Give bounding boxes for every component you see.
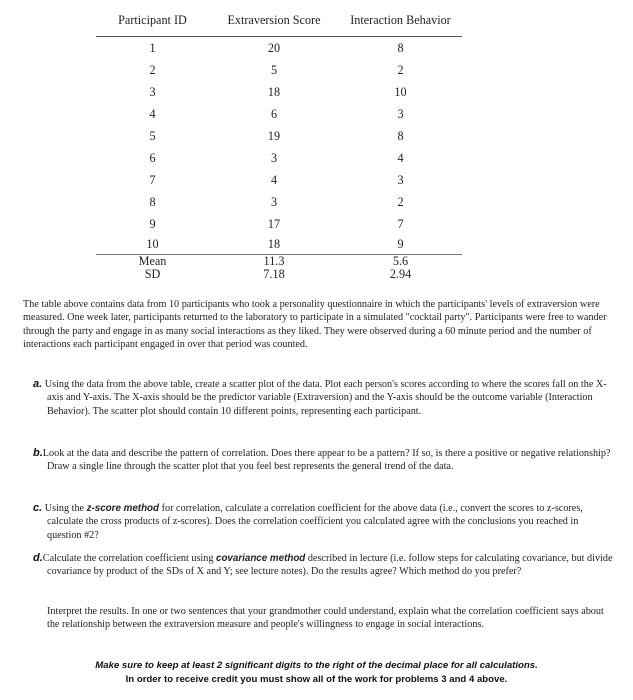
table-row: [96, 81, 462, 103]
question-letter: b.: [33, 447, 43, 459]
question-d: [33, 552, 613, 579]
table-row: [96, 213, 462, 235]
cell-extraversion: 20: [267, 41, 281, 55]
sd-interaction: 2.94: [389, 267, 412, 281]
table-row: [96, 59, 462, 81]
cell-id: 6: [149, 151, 156, 165]
cell-id: 1: [149, 41, 156, 55]
table-header-row: [96, 10, 462, 37]
data-table-container: [96, 10, 462, 281]
question-emphasis: z-score method: [86, 503, 160, 514]
sd-extraversion: 7.18: [263, 267, 285, 281]
participant-data-table: [96, 10, 462, 281]
question-letter: d.: [33, 552, 43, 564]
cell-id: 2: [149, 63, 156, 77]
table-row: [96, 147, 462, 169]
cell-extraversion: 4: [270, 173, 278, 187]
table-row: [96, 103, 462, 125]
intro-paragraph: The table above contains data from 10 participants who took a personality questionnaire in which the participants' levels of extraversion were measured. One week later, participants returned to the laboratory to participate in a simulated "cocktail party". Participants were free to wander through the party and engage in as many social interactions as they liked. They were observed during a 60 minute period and the number of interactions each participant engaged in over that period was counted.: [23, 299, 607, 351]
cell-extraversion: 17: [267, 217, 281, 231]
sd-row: [96, 268, 462, 281]
interpret-paragraph: Interpret the results. In one or two sentences that your grandmother could understand, explain what the correlation coefficient says about the relationship between the extraversion measure and people's willingness to engage in social interactions.: [47, 606, 604, 631]
header-extraversion-score: Extraversion Score: [209, 10, 339, 37]
cell-interaction: 2: [397, 195, 404, 209]
cell-interaction: 7: [397, 217, 404, 231]
cell-interaction: 4: [397, 151, 404, 165]
question-letter: a.: [33, 378, 43, 390]
mean-interaction: 5.6: [392, 254, 409, 268]
question-c: [33, 502, 613, 542]
cell-extraversion: 5: [270, 63, 278, 77]
cell-interaction: 3: [397, 107, 404, 121]
table-row: [96, 37, 462, 60]
question-text-pre: Using the: [44, 503, 87, 514]
table-row: [96, 235, 462, 255]
cell-interaction: 2: [397, 63, 404, 77]
note-significant-digits: Make sure to keep at least 2 significant digits to the right of the decimal place for all calculations.: [95, 660, 538, 671]
question-text-post: described in lecture (i.e. follow steps for calculating covariance, but divide covariance by product of the SDs of X and Y; see lecture notes). Do the results agree? Which method do you prefer?: [47, 553, 613, 578]
cell-id: 8: [149, 195, 156, 209]
cell-id: 4: [149, 107, 156, 121]
cell-id: 10: [96, 235, 209, 255]
question-text-pre: Calculate the correlation coefficient using: [42, 553, 216, 564]
table-row: [96, 169, 462, 191]
cell-extraversion: 3: [270, 195, 278, 209]
question-text: Using the data from the above table, create a scatter plot of the data. Plot each person's scores according to where the scores fall on the X-axis and Y-axis. The X-axis should be the predictor variable (Extraversion) and the Y-axis should be the outcome variable (Interaction Behavior). The scatter plot should contain 10 different points, representing each participant.: [44, 379, 607, 417]
cell-extraversion: 3: [270, 151, 278, 165]
cell-interaction: 10: [394, 85, 407, 99]
cell-extraversion: 6: [270, 107, 278, 121]
cell-id: 9: [149, 217, 156, 231]
question-b: [33, 447, 613, 474]
cell-extraversion: 18: [267, 85, 281, 99]
note-show-work: In order to receive credit you must show all of the work for problems 3 and 4 above.: [125, 674, 508, 685]
question-a: [33, 378, 613, 418]
header-participant-id: Participant ID: [96, 10, 209, 37]
cell-interaction: 9: [339, 235, 462, 255]
question-emphasis: covariance method: [216, 553, 306, 564]
table-row: [96, 191, 462, 213]
cell-id: 5: [149, 129, 156, 143]
cell-interaction: 3: [397, 173, 404, 187]
cell-id: 3: [149, 85, 156, 99]
mean-row: [96, 255, 462, 269]
sd-label: SD: [144, 267, 161, 281]
question-text-post: for correlation, calculate a correlation coefficient for the above data (i.e., convert the scores to z-scores, calculate the cross products of z-scores). Does the correlation coefficient you calculated agree with the conclusions you reached in question #2?: [47, 503, 583, 541]
cell-extraversion: 19: [267, 129, 281, 143]
table-row: [96, 125, 462, 147]
cell-id: 7: [149, 173, 156, 187]
cell-interaction: 8: [397, 41, 404, 55]
cell-extraversion: 18: [209, 235, 339, 255]
question-letter: c.: [33, 502, 43, 514]
mean-extraversion: 11.3: [263, 254, 285, 268]
header-interaction-behavior: Interaction Behavior: [339, 10, 462, 37]
mean-label: Mean: [138, 254, 167, 268]
cell-interaction: 8: [397, 129, 404, 143]
question-text: Look at the data and describe the pattern of correlation. Does there appear to be a pattern? If so, is there a positive or negative relationship? Draw a single line through the scatter plot that you feel best represents the general trend of the data.: [42, 448, 611, 473]
